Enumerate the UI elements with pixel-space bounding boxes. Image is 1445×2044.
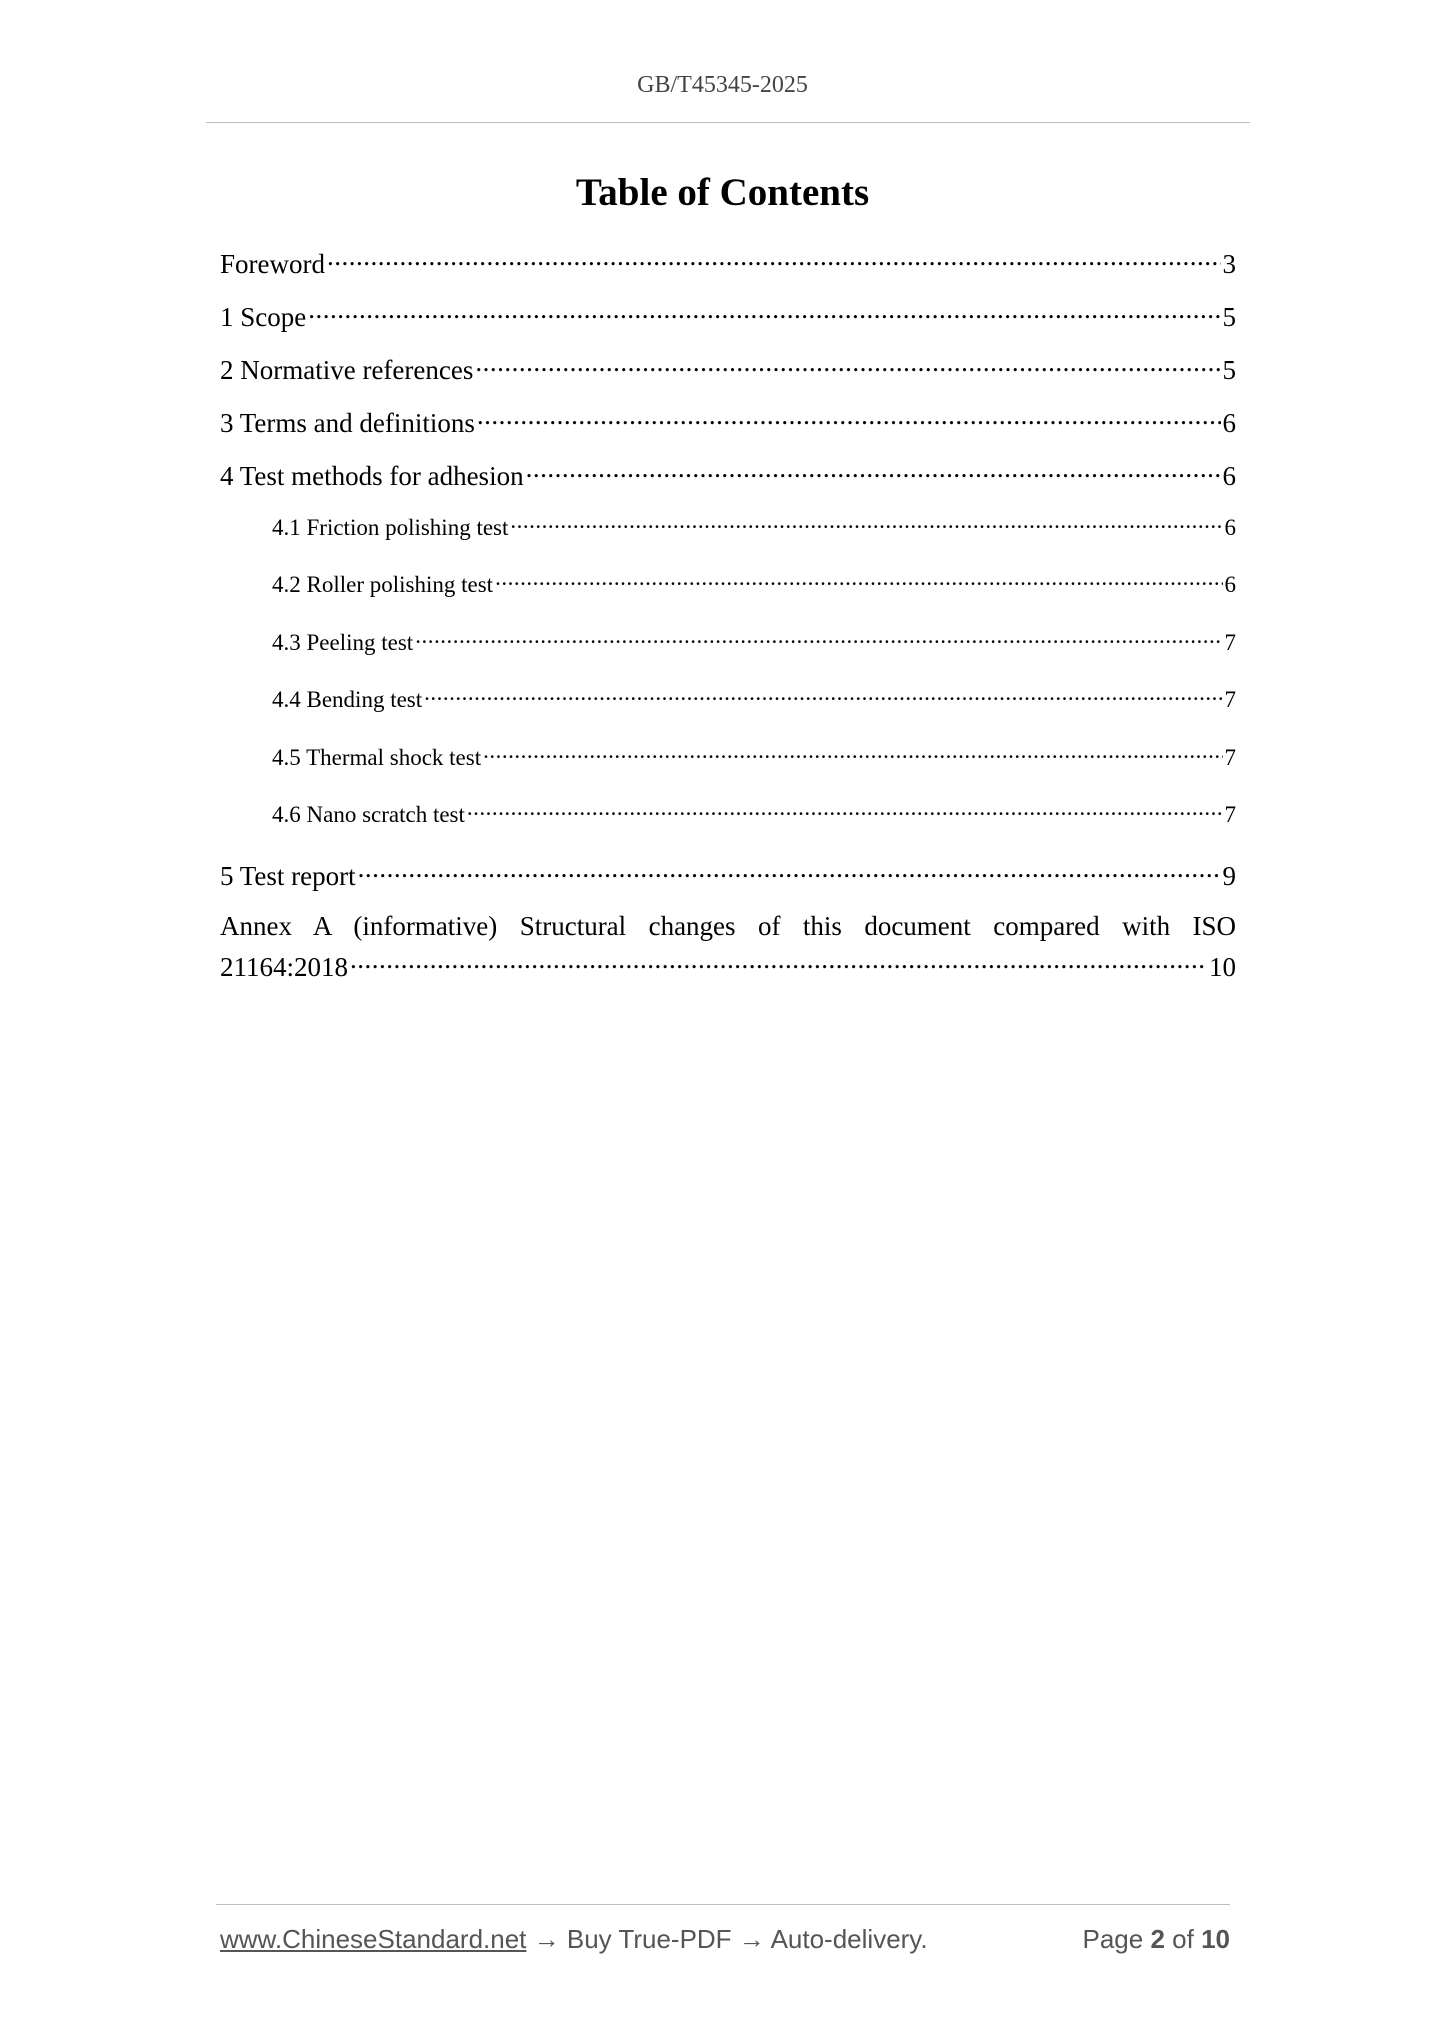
website-link[interactable]: www.ChineseStandard.net (220, 1924, 527, 1954)
dot-leader (308, 299, 1220, 326)
dot-leader (467, 799, 1223, 822)
toc-entry-thermal-shock[interactable] (272, 742, 1236, 771)
dot-leader (475, 352, 1220, 379)
toc-entry-test-report[interactable] (220, 858, 1236, 892)
toc-entry-page: 6 (1222, 461, 1236, 491)
toc-entry-label: 4 Test methods for adhesion (220, 461, 524, 491)
footer-promo (220, 1924, 928, 1955)
toc-entry-normative-references[interactable] (220, 352, 1236, 386)
toc-entry-label: Foreword (220, 249, 325, 279)
toc-entry-page: 7 (1224, 802, 1236, 827)
toc-entry-foreword[interactable] (220, 246, 1236, 280)
toc-entry-page: 5 (1222, 355, 1236, 385)
toc-entry-label: 4.4 Bending test (272, 687, 423, 712)
toc-entry-page: 10 (1209, 952, 1236, 982)
total-page-count: 10 (1201, 1924, 1230, 1954)
toc-entry-roller-polishing[interactable] (272, 569, 1236, 598)
toc-entry-annex-a-line1[interactable]: Annex A (informative) Structural changes of this document compared with ISO (220, 911, 1236, 941)
toc-entry-bending[interactable] (272, 684, 1236, 713)
toc-entry-label: 5 Test report (220, 861, 356, 891)
toc-entry-page: 5 (1222, 302, 1236, 332)
dot-leader (510, 512, 1222, 535)
toc-entry-page: 7 (1224, 687, 1236, 712)
toc-entry-label: 4.3 Peeling test (272, 630, 414, 655)
toc-entry-peeling[interactable] (272, 627, 1236, 656)
toc-entry-label: 3 Terms and definitions (220, 408, 475, 438)
current-page-number: 2 (1150, 1924, 1165, 1954)
footer-divider (216, 1904, 1230, 1905)
toc-entry-page: 6 (1224, 572, 1236, 597)
toc-entry-nano-scratch[interactable] (272, 799, 1236, 828)
toc-entry-label: 4.1 Friction polishing test (272, 515, 509, 540)
dot-leader (483, 742, 1222, 765)
page-title: Table of Contents (575, 171, 870, 214)
footer-tagline: → Buy True-PDF → Auto-delivery. (526, 1924, 928, 1954)
dot-leader (358, 858, 1221, 885)
toc-entry-page: 3 (1222, 249, 1236, 279)
toc-entry-label: 1 Scope (220, 302, 307, 332)
toc-entry-label: 4.6 Nano scratch test (272, 802, 465, 827)
toc-entry-page: 7 (1224, 630, 1236, 655)
toc-entry-scope[interactable] (220, 299, 1236, 333)
dot-leader (327, 246, 1221, 273)
toc-entry-page: 6 (1222, 408, 1236, 438)
dot-leader (350, 949, 1207, 976)
toc-entry-test-methods[interactable] (220, 458, 1236, 492)
of-word: of (1172, 1924, 1194, 1954)
page-footer (220, 1924, 1230, 1955)
toc-entry-page: 6 (1224, 515, 1236, 540)
page-word: Page (1082, 1924, 1144, 1954)
toc-entry-label: 2 Normative references (220, 355, 474, 385)
toc-entry-annex-a-line2[interactable] (220, 949, 1236, 983)
document-code: GB/T45345-2025 (637, 72, 808, 98)
toc-entry-label: 21164:2018 (220, 952, 348, 982)
dot-leader (424, 684, 1222, 707)
toc-entry-friction-polishing[interactable] (272, 512, 1236, 541)
toc-entry-page: 9 (1222, 861, 1236, 891)
toc-entry-label: 4.5 Thermal shock test (272, 745, 482, 770)
page-indicator (1082, 1924, 1230, 1955)
dot-leader (415, 627, 1222, 650)
toc-entry-label: 4.2 Roller polishing test (272, 572, 494, 597)
toc-entry-terms-and-definitions[interactable] (220, 405, 1236, 439)
dot-leader (477, 405, 1221, 432)
toc-entry-page: 7 (1224, 745, 1236, 770)
dot-leader (495, 569, 1222, 592)
header-divider (206, 122, 1250, 123)
dot-leader (526, 458, 1221, 485)
